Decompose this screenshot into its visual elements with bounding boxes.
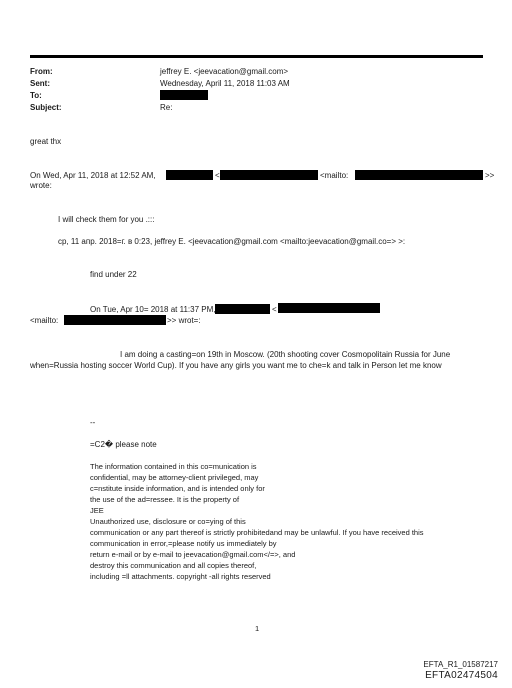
quote1-lt: < [215, 171, 220, 180]
casting-line-2: when=Russia hosting soccer World Cup). If you have any girls you want me to che=k and talk in Person let me know [30, 361, 442, 370]
quote2-wrote: >> wrot=: [167, 316, 201, 325]
quote1-end: >> [485, 171, 495, 180]
quote2-email-redaction [278, 303, 380, 313]
cp-line: ср, 11 апр. 2018=г. в 0:23, jeffrey E. <jeevacation@gmail.com <mailto:jeevacation@gmail.co=> >: [58, 237, 406, 246]
casting-line-1: I am doing a casting=on 19th in Moscow. (20th shooting cover Cosmopolitain Russia for June [120, 350, 451, 359]
quote1-name-redaction [166, 170, 213, 180]
to-label: To: [30, 91, 42, 100]
footer-id-2: EFTA02474504 [425, 670, 498, 681]
page-number: 1 [255, 624, 260, 633]
disclaimer-line: communication in error,=please notify us immediately by [90, 539, 277, 548]
disclaimer-line: The information contained in this co=munication is [90, 462, 257, 471]
disclaimer-line: including =ll attachments. copyright -all rights reserved [90, 572, 271, 581]
quote1-mailto-redaction [355, 170, 483, 180]
sent-label: Sent: [30, 79, 50, 88]
quote1-on: On Wed, Apr 11, 2018 at 12:52 AM, [30, 171, 156, 180]
reply-text: great thx [30, 137, 62, 146]
disclaimer-line: communication or any part thereof is strictly prohibitedand may be unlawful. If you have received this [90, 528, 424, 537]
subject-value: Re: [160, 103, 173, 112]
disclaimer-line: c=nstitute inside information, and is intended only for [90, 484, 265, 493]
signature-dashes: -- [90, 418, 96, 427]
find-line: find under 22 [90, 270, 137, 279]
signature-note: =C2� please note [90, 440, 157, 449]
quote2-lt: < [272, 305, 277, 314]
check-line: I will check them for you .::: [58, 215, 155, 224]
quote2-on: On Tue, Apr 10= 2018 at 11:37 PM, [90, 305, 216, 314]
disclaimer-line: return e-mail or by e-mail to jeevacation@gmail.com</=>, and [90, 550, 296, 559]
quote2-name-redaction [215, 304, 270, 314]
disclaimer-line: confidential, may be attorney-client privileged, may [90, 473, 259, 482]
quote1-mailto: <mailto: [320, 171, 349, 180]
disclaimer-line: the use of the ad=ressee. It is the property of [90, 495, 240, 504]
from-label: From: [30, 67, 53, 76]
disclaimer-line: JEE [90, 506, 104, 515]
footer-id-1: EFTA_R1_01587217 [423, 660, 498, 669]
sent-value: Wednesday, April 11, 2018 11:03 AM [160, 79, 290, 88]
subject-label: Subject: [30, 103, 62, 112]
to-redaction [160, 90, 208, 100]
disclaimer-line: destroy this communication and all copies thereof, [90, 561, 257, 570]
from-value: jeffrey E. <jeevacation@gmail.com> [160, 67, 289, 76]
quote1-wrote: wrote: [30, 181, 52, 190]
quote2-mailto: <mailto: [30, 316, 59, 325]
quote2-mailto-redaction [64, 315, 166, 325]
quote1-email-redaction [220, 170, 318, 180]
disclaimer-line: Unauthorized use, disclosure or co=ying of this [90, 517, 246, 526]
header-rule [30, 55, 483, 58]
